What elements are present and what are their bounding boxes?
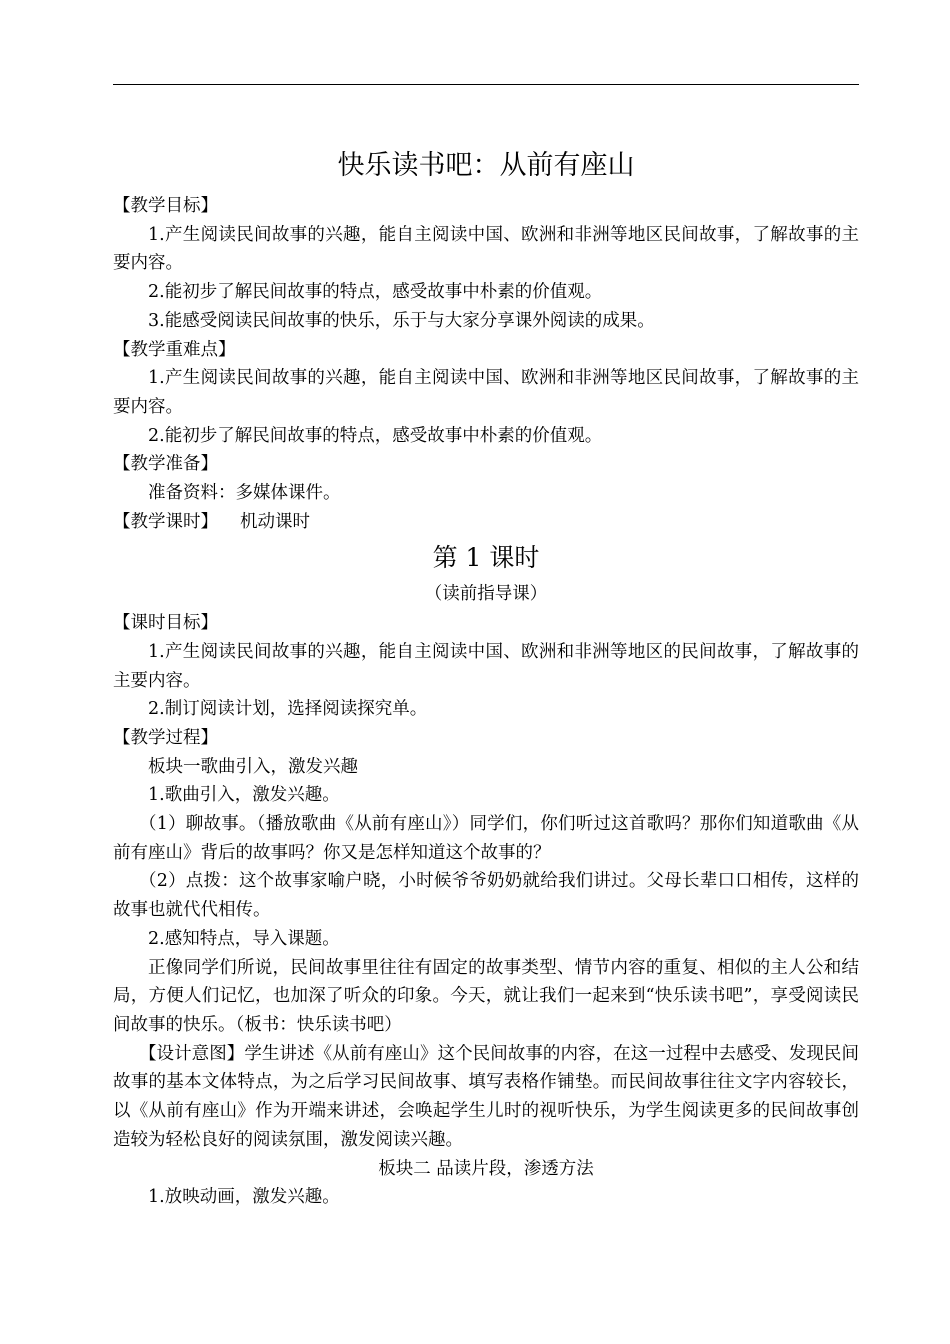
class-hours-line [113,508,859,537]
step2-paragraph: 正像同学们所说，民间故事里往往有固定的故事类型、情节内容的重复、相似的主人公和结局，方便人们记忆，也加深了听众的印象。今天，就让我们一起来到“快乐读书吧”，享受阅读民间故事的快乐。（板书：快乐读书吧） [113,957,859,1035]
document-title: 快乐读书吧：从前有座山 [337,150,635,181]
key-point-item: 2.能初步了解民间故事的特点，感受故事中朴素的价值观。 [148,425,603,446]
step1-paragraph-b: （2）点拨：这个故事家喻户晓，小时候爷爷奶奶就给我们讲过。父母长辈口口相传，这样的故事也就代代相传。 [113,871,859,921]
step2-heading: 2.感知特点，导入课题。 [148,928,340,949]
section-heading-process: 【教学过程】 [113,727,218,748]
section-heading-preparation: 【教学准备】 [113,454,218,475]
section-heading-lesson-goals: 【课时目标】 [113,613,218,634]
lesson-goal-item: 2.制订阅读计划，选择阅读探究单。 [148,699,428,720]
step1-heading: 1.歌曲引入，激发兴趣。 [148,785,340,806]
section-heading-class-hours: 【教学课时】 [113,511,218,532]
block2-step1: 1.放映动画，激发兴趣。 [148,1187,340,1208]
block1-title: 板块一歌曲引入，激发兴趣 [148,756,358,777]
teaching-goal-item: 3.能感受阅读民间故事的快乐，乐于与大家分享课外阅读的成果。 [148,310,655,331]
document-body [113,140,859,1212]
block2-title: 板块二 品读片段，渗透方法 [378,1158,594,1179]
section-heading-teaching-goals: 【教学目标】 [113,196,218,216]
lesson-goal-item: 1.产生阅读民间故事的兴趣，能自主阅读中国、欧洲和非洲等地区的民间故事，了解故事的主要内容。 [113,641,859,691]
lesson-subtitle: （读前指导课） [424,584,548,605]
design-intent-paragraph: 【设计意图】学生讲述《从前有座山》这个民间故事的内容，在这一过程中去感受、发现民间故事的基本文体特点，为之后学习民间故事、填写表格作铺垫。而民间故事往往文字内容较长，以《从前有座山》作为开端来讲述，会唤起学生儿时的视听快乐，为学生阅读更多的民间故事创造较为轻松良好的阅读氛围，激发阅读兴趣。 [113,1043,859,1150]
step1-paragraph-a: （1）聊故事。（播放歌曲《从前有座山》）同学们，你们听过这首歌吗？那你们知道歌曲《从前有座山》背后的故事吗？你又是怎样知道这个故事的？ [113,814,859,863]
header-rule [113,84,859,85]
preparation-text: 准备资料：多媒体课件。 [148,483,341,504]
teaching-goal-item: 2.能初步了解民间故事的特点，感受故事中朴素的价值观。 [148,282,603,303]
teaching-goal-item: 1.产生阅读民间故事的兴趣，能自主阅读中国、欧洲和非洲等地区民间故事，了解故事的主要内容。 [113,224,859,274]
lesson-title: 第 1 课时 [432,543,540,573]
section-heading-key-points: 【教学重难点】 [113,339,236,360]
key-point-item: 1.产生阅读民间故事的兴趣，能自主阅读中国、欧洲和非洲等地区民间故事，了解故事的主要内容。 [113,368,859,417]
class-hours-value: 机动课时 [240,511,310,532]
